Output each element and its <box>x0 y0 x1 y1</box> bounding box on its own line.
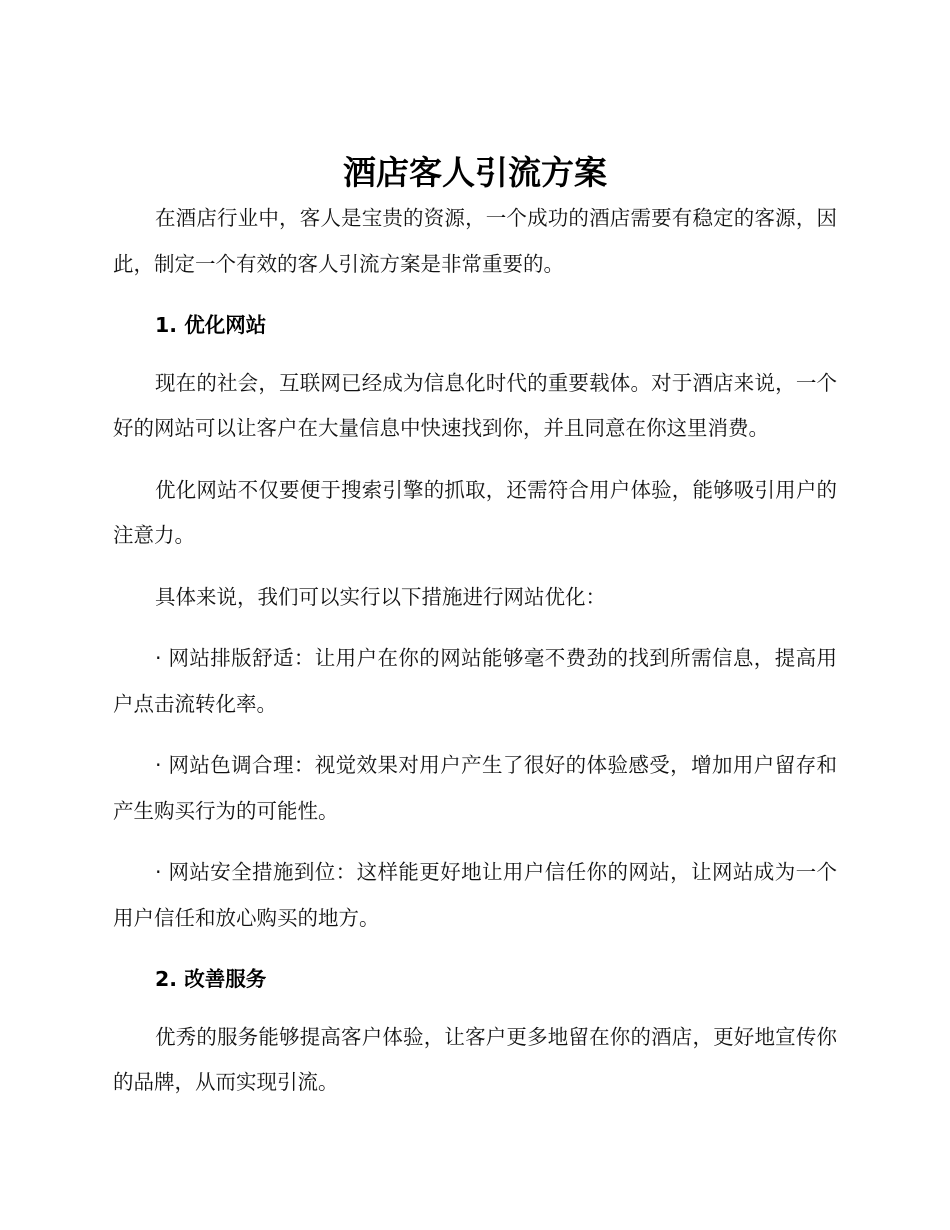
intro-paragraph: 在酒店行业中，客人是宝贵的资源，一个成功的酒店需要有稳定的客源，因此，制定一个有效的客人引流方案是非常重要的。 <box>113 206 837 276</box>
paragraph-service: 优秀的服务能够提高客户体验，让客户更多地留在你的酒店，更好地宣传你的品牌，从而实现引流。 <box>113 1024 837 1094</box>
paragraph-website-importance: 现在的社会，互联网已经成为信息化时代的重要载体。对于酒店来说，一个好的网站可以让客户在大量信息中快速找到你，并且同意在你这里消费。 <box>113 370 837 440</box>
paragraph-website-seo: 优化网站不仅要便于搜索引擎的抓取，还需符合用户体验，能够吸引用户的注意力。 <box>113 477 837 547</box>
bullet-color: · 网站色调合理：视觉效果对用户产生了很好的体验感受，增加用户留存和产生购买行为的可能性。 <box>113 753 837 823</box>
document-title: 酒店客人引流方案 <box>343 153 607 192</box>
section-heading-improve-service: 2. 改善服务 <box>155 967 267 991</box>
paragraph-measures-intro: 具体来说，我们可以实行以下措施进行网站优化： <box>155 584 606 609</box>
bullet-layout: · 网站排版舒适：让用户在你的网站能够毫不费劲的找到所需信息，提高用户点击流转化率。 <box>113 646 837 716</box>
section-heading-optimize-website: 1. 优化网站 <box>155 313 267 337</box>
bullet-security: · 网站安全措施到位：这样能更好地让用户信任你的网站，让网站成为一个用户信任和放心购买的地方。 <box>113 860 837 930</box>
